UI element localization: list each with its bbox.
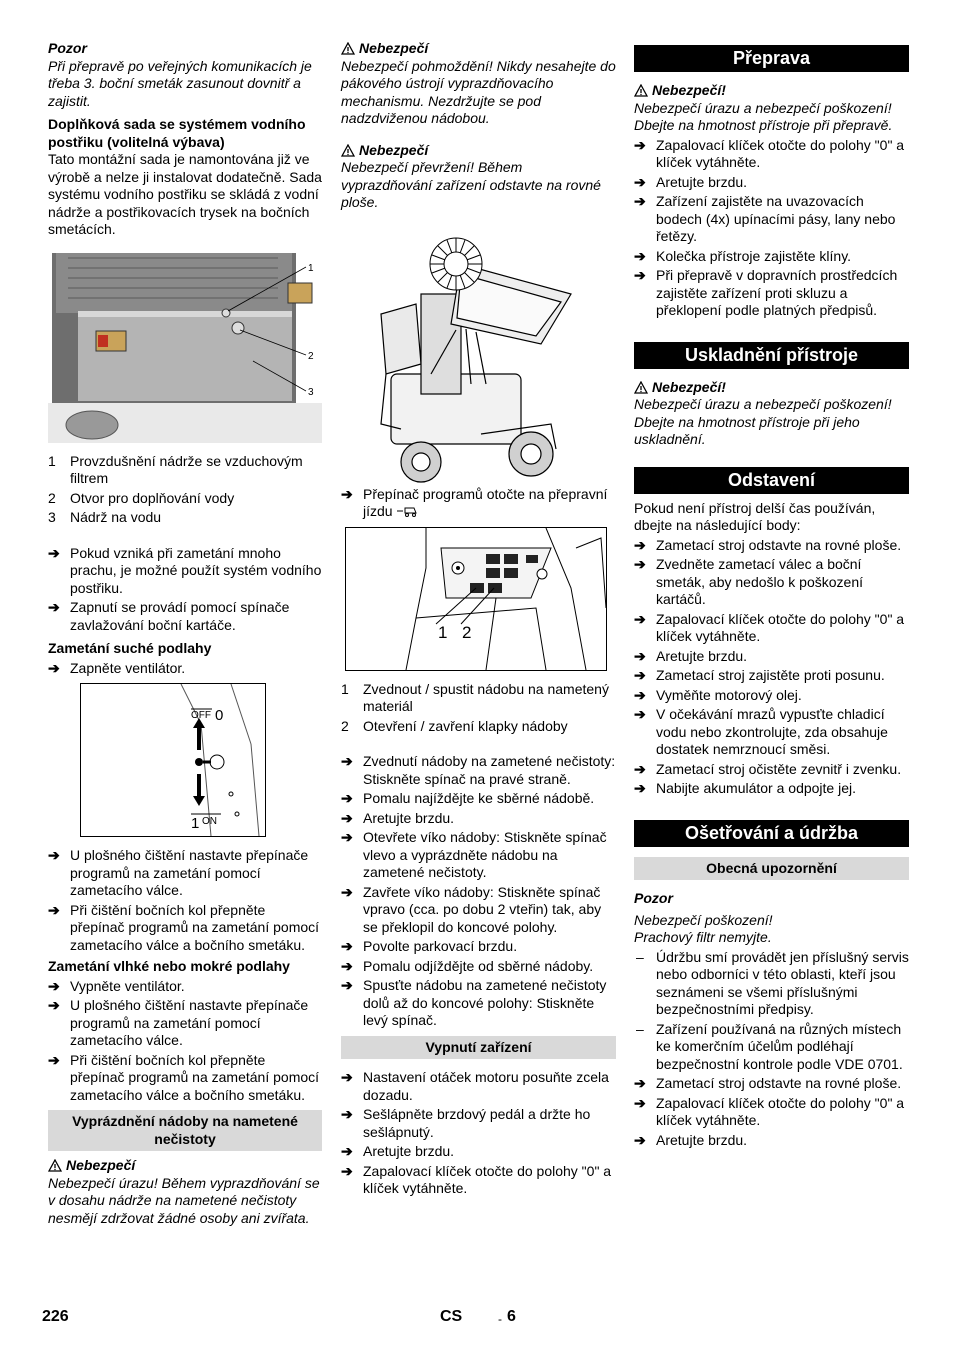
storage-banner: Uskladnění přístroje — [634, 342, 909, 369]
arrow-icon: ➔ — [634, 536, 646, 553]
fan-on-label: ON — [202, 816, 217, 827]
shutdown-intro: Pokud není přístroj delší čas používán, dbejte na následující body: — [634, 499, 876, 533]
arrow-icon: ➔ — [634, 647, 646, 664]
arrow-icon: ➔ — [48, 599, 60, 615]
step-item: ➔ V očekávání mrazů vypusťte chladicí vodu nebo zkontrolujte, zda obsahuje dostatek nemrznoucí směsi. — [634, 706, 888, 757]
water-tank-illustration — [48, 253, 322, 443]
legend-item: 2 Otvor pro doplňování vody — [48, 489, 235, 506]
warning-text: Nebezpečí převržení! Během vyprazdňování zařízení odstavte na rovné ploše. — [341, 159, 601, 210]
step-item: ➔ Zapnutí se provádí pomocí spínače zavlažování boční kartáče. — [48, 599, 290, 633]
step-item: ➔ Sešlápněte brzdový pedál a držte ho sešlápnutý. — [341, 1106, 591, 1140]
kit-heading: Doplňková sada se systémem vodního postřiku (volitelná výbava) — [48, 116, 306, 150]
care-steps — [634, 1075, 909, 1149]
arrow-icon: ➔ — [634, 760, 646, 777]
pozor-title: Pozor — [48, 40, 87, 56]
arrow-icon: ➔ — [634, 780, 646, 796]
arrow-icon: ➔ — [341, 938, 353, 954]
warning-heading: Nebezpečí! — [634, 379, 909, 397]
pozor-line-1: Nebezpečí poškození! — [634, 911, 773, 928]
transport-steps — [634, 137, 909, 320]
warning-text: Nebezpečí pohmoždění! Nikdy nesahejte do pákového ústrojí vyprazdňovacího mechanismu. Nezdržujte se pod nadzdviženou nádobou. — [341, 57, 616, 126]
step-item: ➔ Při čištění bočních kol přepněte přepínač programů na zametání pomocí zametacího válce a bočního smetáku. — [48, 901, 320, 953]
arrow-icon: ➔ — [634, 267, 646, 283]
transport-mode-icon — [396, 507, 418, 517]
pozor-title: Pozor — [634, 890, 673, 906]
step-item: ➔ Zavřete víko nádoby: Stiskněte spínač vpravo (cca. po dobu 2 vteřin) tak, aby se překlopil do koncové polohy. — [341, 883, 602, 935]
water-tank-figure — [48, 253, 322, 443]
arrow-icon: ➔ — [48, 1051, 60, 1068]
arrow-icon: ➔ — [634, 610, 646, 627]
arrow-icon: ➔ — [341, 1106, 353, 1122]
shutdown-device-steps — [341, 1069, 616, 1198]
dry-steps — [48, 847, 322, 954]
step-item: ➔ Nabijte akumulátor a odpojte jej. — [634, 780, 857, 796]
dash-item: – Údržbu smí provádět jen příslušný servis nebo odborníci v této oblasti, kteří jsou seznámeni se všemi příslušnými bezpečnostními předpisy. — [636, 948, 909, 1017]
step-item: ➔ Aretujte brzdu. — [634, 173, 748, 190]
step-item: ➔ Zařízení zajistěte na uvazovacích bodech (4x) upínacími pásy, lany nebo řetězy. — [634, 193, 896, 244]
arrow-icon: ➔ — [634, 667, 646, 683]
arrow-icon: ➔ — [634, 173, 646, 190]
general-notes-heading: Obecná upozornění — [634, 857, 909, 881]
step-item: ➔ U plošného čištění nastavte přepínače programů na zametání pomocí zametacího válce. — [48, 997, 309, 1048]
step-item: ➔ Vypněte ventilátor. — [48, 977, 185, 994]
shutdown-device-heading: Vypnutí zařízení — [341, 1036, 616, 1060]
step-item: ➔ Povolte parkovací brzdu. — [341, 938, 518, 954]
arrow-icon: ➔ — [341, 1143, 353, 1159]
arrow-icon: ➔ — [634, 706, 646, 722]
arrow-icon: ➔ — [341, 753, 353, 769]
warning-triangle-icon — [634, 381, 648, 394]
fig4-callout-2: 2 — [462, 622, 472, 642]
arrow-icon: ➔ — [341, 809, 353, 826]
arrow-icon: ➔ — [634, 247, 646, 264]
arrow-icon: ➔ — [341, 1069, 353, 1085]
warning-triangle-icon — [341, 42, 355, 55]
arrow-icon: ➔ — [634, 1094, 646, 1111]
warning-triangle-icon — [48, 1159, 62, 1172]
footer-separator: - — [498, 1312, 502, 1326]
arrow-icon: ➔ — [341, 829, 353, 845]
control-panel-figure — [345, 527, 607, 671]
language-code: CS — [440, 1308, 463, 1325]
arrow-icon: ➔ — [634, 1131, 646, 1148]
step-item: ➔ Zametací stroj zajistěte proti posunu. — [634, 667, 885, 683]
kit-text: Tato montážní sada je namontována již ve výrobě a nelze ji instalovat dodatečně. Sada systému vodního postřiku se skládá z vodní nádrže a postřikovacích trysek na bočních smetácích. — [48, 151, 322, 237]
transport-banner: Přeprava — [634, 45, 909, 72]
step-item: ➔ Aretujte brzdu. — [634, 647, 748, 664]
step-item: ➔ Pomalu odjíždějte od sběrné nádoby. — [341, 957, 594, 974]
arrow-icon: ➔ — [634, 686, 646, 703]
arrow-icon: ➔ — [48, 977, 60, 994]
step-item: ➔ Nastavení otáček motoru posuňte zcela dozadu. — [341, 1069, 609, 1103]
step-item: ➔ Zapalovací klíček otočte do polohy "0" a klíček vytáhněte. — [634, 1094, 905, 1128]
empty-container-heading: Vyprázdnění nádoby na nametené nečistoty — [48, 1110, 322, 1151]
step-item: ➔ Aretujte brzdu. — [341, 1143, 455, 1159]
pozor-line-2: Prachový filtr nemyjte. — [634, 929, 772, 945]
fig4-callout-1: 1 — [438, 622, 448, 642]
step-item: ➔ Aretujte brzdu. — [634, 1131, 748, 1148]
arrow-icon: ➔ — [634, 136, 646, 153]
dash-item: – Zařízení používaná na různých místech ke komerčním účelům podléhají bezpečnostní kontrole podle VDE 0701. — [636, 1020, 903, 1072]
legend-item: 1 Zvednout / spustit nádobu na nametený materiál — [341, 680, 609, 714]
step-item: ➔ Otevřete víko nádoby: Stiskněte spínač vlevo a vyprázdněte nádobu na zametené nečistoty. — [341, 829, 607, 880]
arrow-icon: ➔ — [341, 977, 353, 993]
fig1-callout-2: 2 — [308, 350, 314, 362]
warning-heading: Nebezpečí — [48, 1157, 322, 1175]
legend-item: 2 Otevření / zavření klapky nádoby — [341, 717, 568, 734]
dry-heading: Zametání suché podlahy — [48, 640, 212, 656]
fan-switch-figure — [80, 683, 266, 837]
step-item: ➔ Pomalu najíždějte ke sběrné nádobě. — [341, 790, 595, 806]
pozor-text: Při přepravě po veřejných komunikacích je třeba 3. boční smeták zasunout dovnitř a zajistit. — [48, 57, 312, 109]
fan-on-number: 1 — [191, 815, 200, 832]
step-item: ➔ Spusťte nádobu na zametené nečistoty dolů až do koncové polohy: Stiskněte levý spínač. — [341, 977, 607, 1028]
legend-item: 3 Nádrž na vodu — [48, 509, 162, 525]
warning-heading: Nebezpečí! — [634, 82, 909, 100]
sweeper-dump-figure — [361, 234, 591, 484]
arrow-icon: ➔ — [48, 997, 60, 1013]
warning-heading: Nebezpečí — [341, 40, 616, 58]
arrow-icon: ➔ — [48, 659, 60, 676]
warning-text: Nebezpečí úrazu! Během vyprazdňování se v dosahu nádrže na nametené nečistoty nesmějí zdržovat žádné osoby ani zvířata. — [48, 1174, 320, 1226]
step-item: ➔ Zametací stroj očistěte zevnitř i zvenku. — [634, 760, 902, 777]
wet-heading: Zametání vlhké nebo mokré podlahy — [48, 958, 290, 974]
arrow-icon: ➔ — [634, 556, 646, 572]
step-item: ➔ Pokud vzniká při zametání mnoho prachu, je možné použít systém vodního postřiku. — [48, 544, 322, 596]
wet-steps — [48, 978, 322, 1105]
step-item: ➔ Zametací stroj odstavte na rovné ploše. — [634, 536, 902, 553]
warning-heading: Nebezpečí — [341, 142, 616, 160]
sweeper-dump-illustration — [361, 234, 591, 484]
legend-item: 1 Provzdušnění nádrže se vzduchovým filtrem — [48, 452, 303, 486]
step-item: ➔ Při přepravě v dopravních prostředcích zajistěte zařízení proti skluzu a překlopení podle platných předpisů. — [634, 267, 898, 318]
arrow-icon: ➔ — [341, 957, 353, 974]
arrow-icon: ➔ — [48, 544, 60, 561]
fig1-callout-3: 3 — [308, 386, 314, 398]
panel-legend — [341, 681, 616, 736]
step-item: ➔ Zapněte ventilátor. — [48, 659, 186, 676]
step-item: ➔ Přepínač programů otočte na přepravní jízdu — [341, 485, 608, 519]
step-item: ➔ Při čištění bočních kol přepněte přepínač programů na zametání pomocí zametacího válce a bočního smetáku. — [48, 1051, 320, 1103]
arrow-icon: ➔ — [634, 1075, 646, 1091]
step-item: ➔ Zametací stroj odstavte na rovné ploše. — [634, 1075, 902, 1091]
arrow-icon: ➔ — [48, 901, 60, 918]
arrow-icon: ➔ — [48, 847, 60, 863]
step-item: ➔ Zvedněte zametací válec a boční smeták, aby nedošlo k poškození kartáčů. — [634, 556, 864, 607]
warning-triangle-icon — [634, 84, 648, 97]
control-panel-illustration — [346, 528, 606, 670]
step-item: ➔ Zapalovací klíček otočte do polohy "0" a klíček vytáhněte. — [634, 610, 905, 644]
fig1-callout-1: 1 — [308, 262, 314, 274]
step-item: ➔ Vyměňte motorový olej. — [634, 686, 802, 703]
step-item: ➔ Aretujte brzdu. — [341, 809, 455, 826]
page-number: 226 — [42, 1308, 69, 1325]
shutdown-steps — [634, 537, 909, 798]
step-item: ➔ Kolečka přístroje zajistěte klíny. — [634, 247, 852, 264]
step-item: ➔ Zapalovací klíček otočte do polohy "0" a klíček vytáhněte. — [341, 1162, 612, 1196]
step-item: ➔ U plošného čištění nastavte přepínače programů na zametání pomocí zametacího válce. — [48, 847, 309, 898]
column-1 — [48, 40, 322, 1227]
care-dash-list — [634, 949, 909, 1074]
arrow-icon: ➔ — [341, 485, 353, 502]
column-2 — [341, 40, 616, 1198]
step-item: ➔ Zapalovací klíček otočte do polohy "0" a klíček vytáhněte. — [634, 136, 905, 170]
step-item: ➔ Zvednutí nádoby na zametené nečistoty: Stiskněte spínač na pravé straně. — [341, 753, 616, 787]
spray-steps — [48, 545, 322, 635]
arrow-icon: ➔ — [341, 1162, 353, 1179]
arrow-icon: ➔ — [341, 883, 353, 900]
fan-off-number: 0 — [215, 707, 224, 724]
fan-switch-illustration — [81, 684, 265, 836]
shutdown-banner: Odstavení — [634, 467, 909, 494]
warning-triangle-icon — [341, 144, 355, 157]
arrow-icon: ➔ — [634, 193, 646, 209]
arrow-icon: ➔ — [341, 790, 353, 806]
fan-off-label: OFF — [191, 710, 211, 721]
section-page-number: 6 — [507, 1308, 516, 1325]
tank-legend — [48, 453, 322, 527]
care-banner: Ošetřování a údržba — [634, 820, 909, 847]
warning-text: Nebezpečí úrazu a nebezpečí poškození! Dbejte na hmotnost přístroje při přepravě. — [634, 99, 893, 133]
warning-text: Nebezpečí úrazu a nebezpečí poškození! Dbejte na hmotnost přístroje při jeho uskladnění. — [634, 396, 892, 447]
column-3 — [634, 45, 909, 1149]
dump-steps — [341, 753, 616, 1030]
